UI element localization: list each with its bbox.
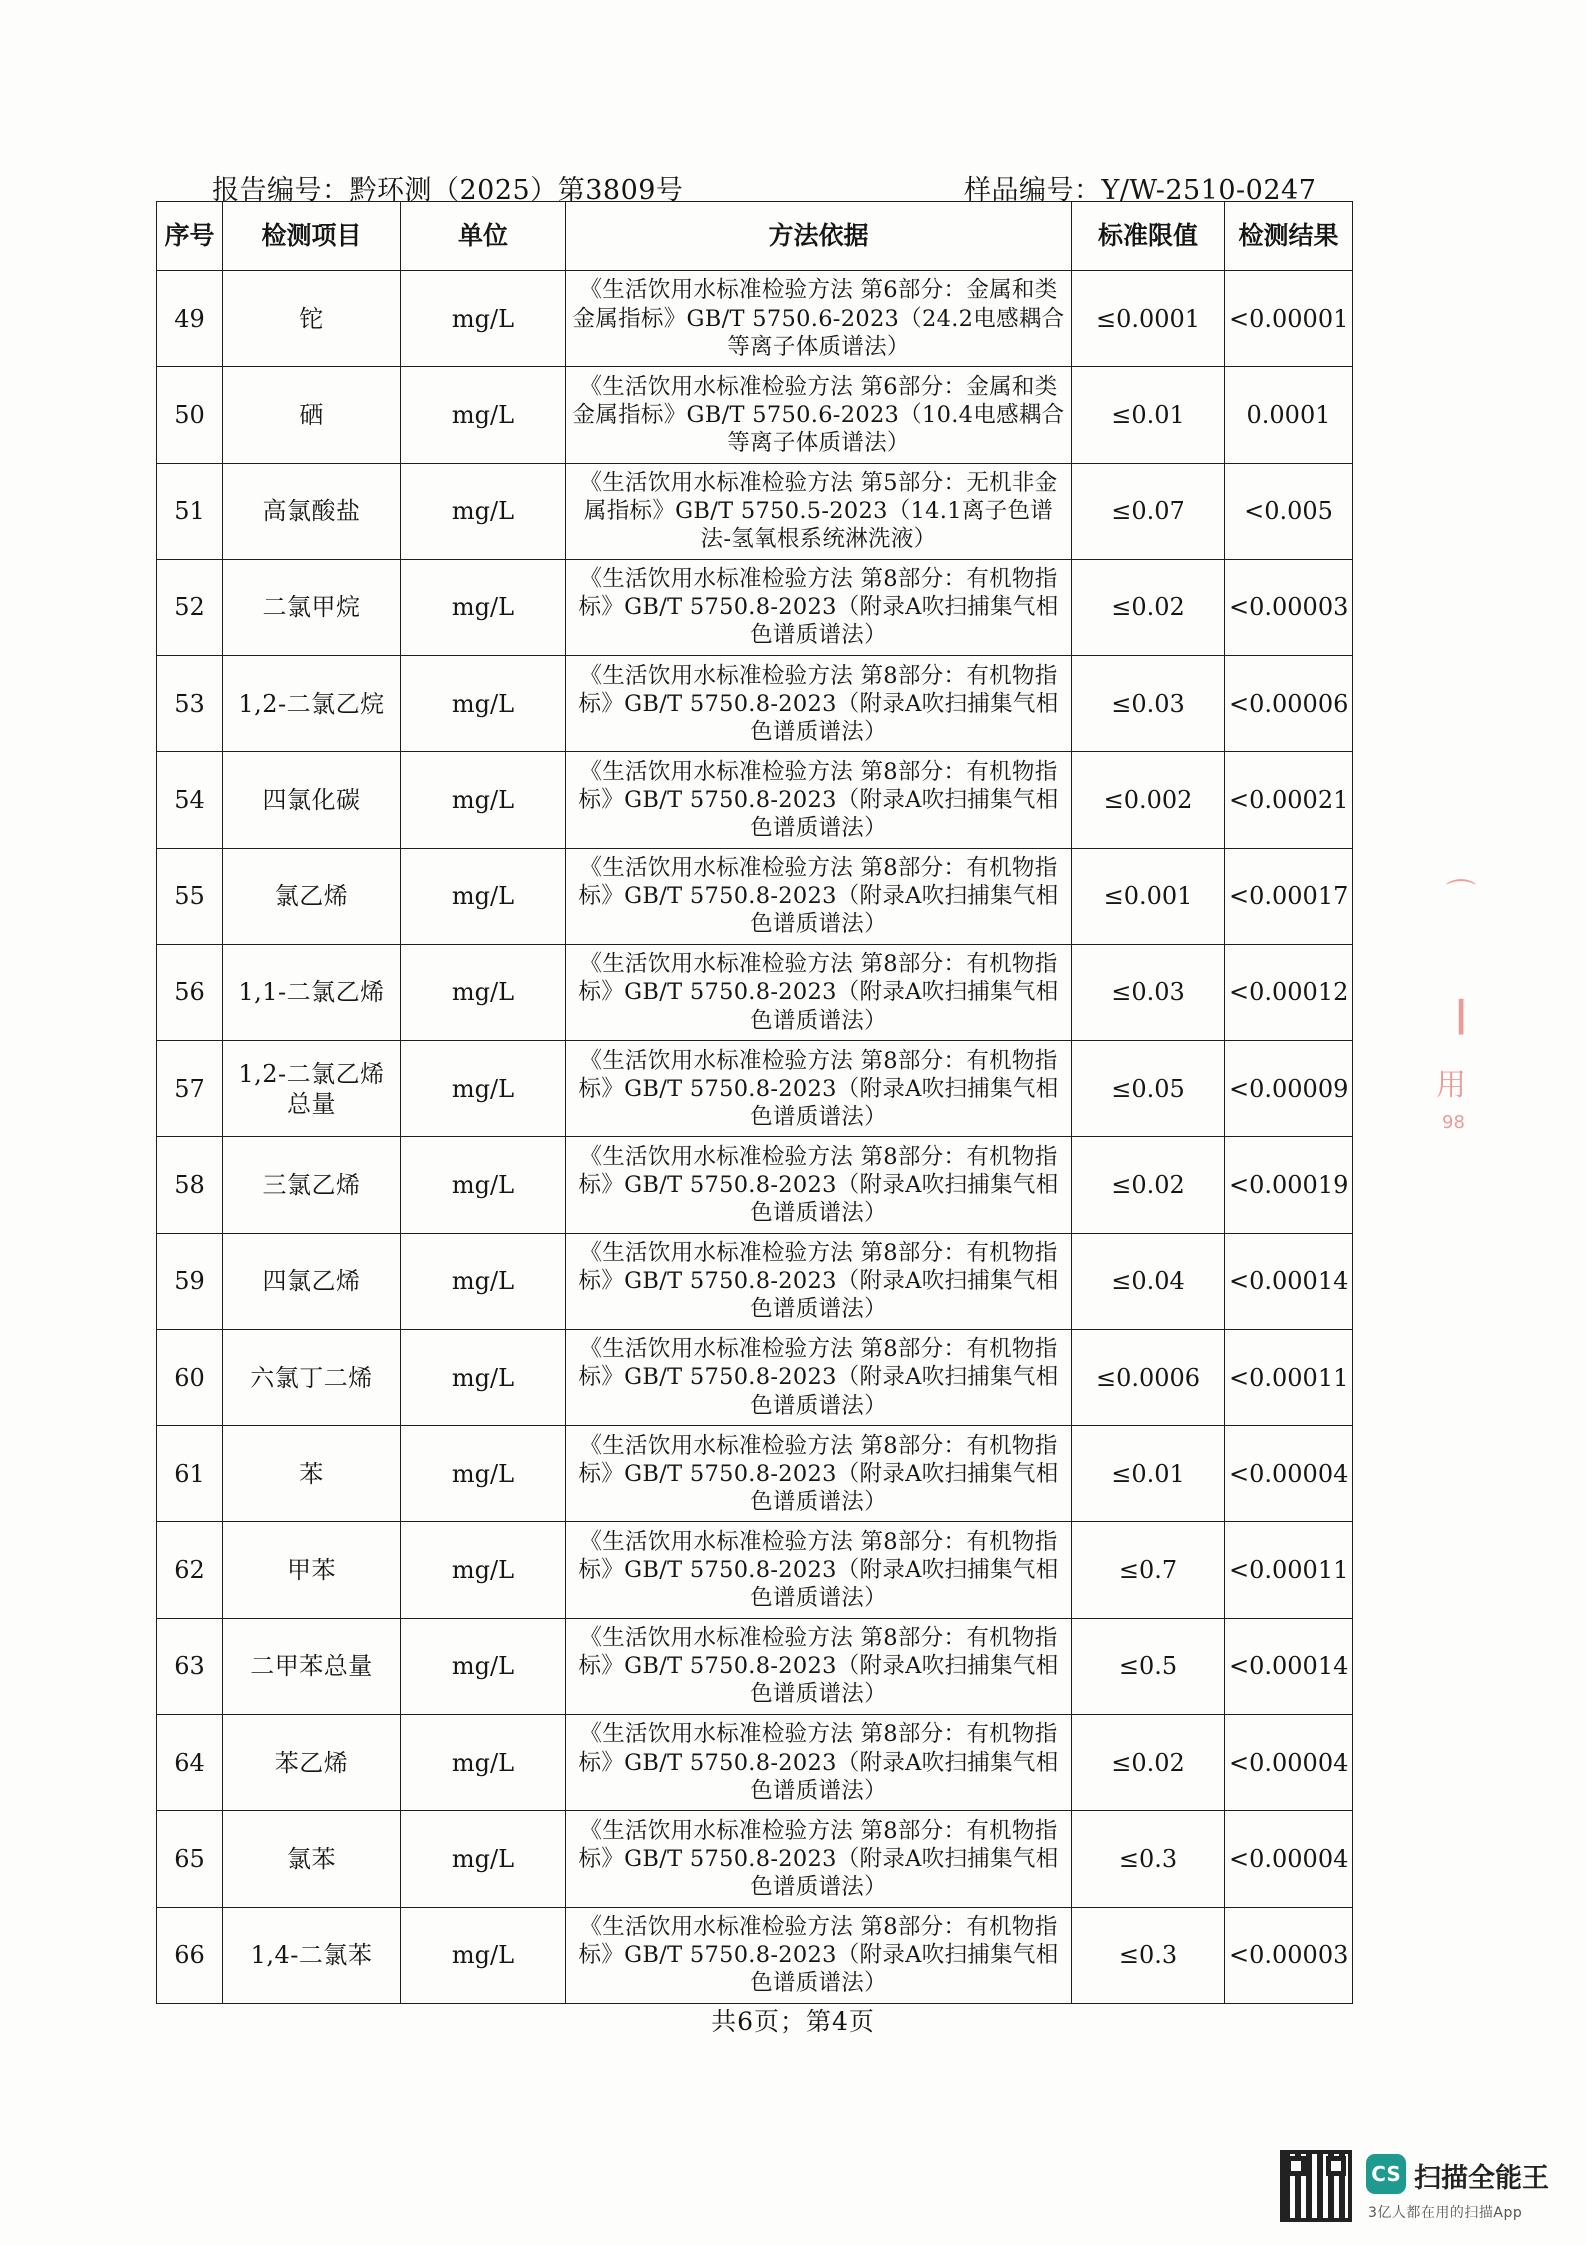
table-row — [157, 944, 1353, 1040]
sample-number: 样品编号：Y/W-2510-0247 — [964, 175, 1317, 206]
table-body — [157, 271, 1353, 2004]
cell-result: <0.00001 — [1225, 271, 1353, 367]
table-row — [157, 1522, 1353, 1618]
cell-unit: mg/L — [401, 656, 566, 752]
table-row — [157, 1618, 1353, 1714]
table-row — [157, 752, 1353, 848]
cell-result: <0.00014 — [1225, 1618, 1353, 1714]
cell-method: 《生活饮用水标准检验方法 第8部分：有机物指标》GB/T 5750.8-2023（附录A吹扫捕集气相色谱质谱法） — [566, 1329, 1072, 1425]
cell-method: 《生活饮用水标准检验方法 第6部分：金属和类金属指标》GB/T 5750.6-2023（10.4电感耦合等离子体质谱法） — [566, 367, 1072, 463]
cell-unit: mg/L — [401, 1907, 566, 2003]
cell-no: 65 — [157, 1811, 223, 1907]
cell-no: 59 — [157, 1233, 223, 1329]
cell-no: 64 — [157, 1714, 223, 1810]
cell-method: 《生活饮用水标准检验方法 第8部分：有机物指标》GB/T 5750.8-2023（附录A吹扫捕集气相色谱质谱法） — [566, 1618, 1072, 1714]
cell-no: 51 — [157, 463, 223, 559]
cell-unit: mg/L — [401, 271, 566, 367]
cell-limit: ≤0.02 — [1072, 559, 1225, 655]
cell-no: 52 — [157, 559, 223, 655]
cell-limit: ≤0.3 — [1072, 1811, 1225, 1907]
cell-method: 《生活饮用水标准检验方法 第8部分：有机物指标》GB/T 5750.8-2023（附录A吹扫捕集气相色谱质谱法） — [566, 1907, 1072, 2003]
cell-item: 二甲苯总量 — [223, 1618, 401, 1714]
cell-item: 三氯乙烯 — [223, 1137, 401, 1233]
cell-result: <0.00011 — [1225, 1329, 1353, 1425]
cell-unit: mg/L — [401, 944, 566, 1040]
cell-limit: ≤0.01 — [1072, 1426, 1225, 1522]
cell-result: <0.00011 — [1225, 1522, 1353, 1618]
cell-item: 苯乙烯 — [223, 1714, 401, 1810]
cell-limit: ≤0.05 — [1072, 1041, 1225, 1137]
cell-result: <0.00009 — [1225, 1041, 1353, 1137]
table-row — [157, 848, 1353, 944]
page-indicator: 共6页；第4页 — [711, 2007, 875, 2036]
cell-method: 《生活饮用水标准检验方法 第5部分：无机非金属指标》GB/T 5750.5-2023（14.1离子色谱法-氢氧根系统淋洗液） — [566, 463, 1072, 559]
cell-item: 1,1-二氯乙烯 — [223, 944, 401, 1040]
cell-result: <0.005 — [1225, 463, 1353, 559]
scanner-slogan: 3亿人都在用的扫描App — [1368, 2205, 1523, 2221]
cell-unit: mg/L — [401, 367, 566, 463]
cell-unit: mg/L — [401, 1811, 566, 1907]
cell-unit: mg/L — [401, 1233, 566, 1329]
cell-no: 62 — [157, 1522, 223, 1618]
table-row — [157, 367, 1353, 463]
table-row — [157, 1907, 1353, 2003]
cell-no: 61 — [157, 1426, 223, 1522]
table-row — [157, 1811, 1353, 1907]
cell-no: 55 — [157, 848, 223, 944]
col-header-result: 检测结果 — [1225, 202, 1353, 271]
cell-item: 氯乙烯 — [223, 848, 401, 944]
cell-method: 《生活饮用水标准检验方法 第8部分：有机物指标》GB/T 5750.8-2023（附录A吹扫捕集气相色谱质谱法） — [566, 1041, 1072, 1137]
cell-method: 《生活饮用水标准检验方法 第8部分：有机物指标》GB/T 5750.8-2023（附录A吹扫捕集气相色谱质谱法） — [566, 1714, 1072, 1810]
cell-item: 氯苯 — [223, 1811, 401, 1907]
cell-no: 63 — [157, 1618, 223, 1714]
col-header-unit: 单位 — [401, 202, 566, 271]
cell-no: 66 — [157, 1907, 223, 2003]
cell-limit: ≤0.7 — [1072, 1522, 1225, 1618]
cell-unit: mg/L — [401, 1426, 566, 1522]
cell-method: 《生活饮用水标准检验方法 第8部分：有机物指标》GB/T 5750.8-2023（附录A吹扫捕集气相色谱质谱法） — [566, 1811, 1072, 1907]
cell-item: 铊 — [223, 271, 401, 367]
table-row — [157, 463, 1353, 559]
cell-no: 58 — [157, 1137, 223, 1233]
cell-method: 《生活饮用水标准检验方法 第8部分：有机物指标》GB/T 5750.8-2023（附录A吹扫捕集气相色谱质谱法） — [566, 656, 1072, 752]
cell-unit: mg/L — [401, 463, 566, 559]
cell-unit: mg/L — [401, 559, 566, 655]
cell-unit: mg/L — [401, 752, 566, 848]
cell-no: 53 — [157, 656, 223, 752]
table-row — [157, 271, 1353, 367]
table-row — [157, 1329, 1353, 1425]
cell-limit: ≤0.01 — [1072, 367, 1225, 463]
table-row — [157, 656, 1353, 752]
col-header-limit: 标准限值 — [1072, 202, 1225, 271]
cell-result: <0.00004 — [1225, 1714, 1353, 1810]
results-table — [156, 201, 1353, 2004]
cell-item: 硒 — [223, 367, 401, 463]
table-row — [157, 1137, 1353, 1233]
scanner-watermark — [1280, 2150, 1580, 2230]
table-row — [157, 559, 1353, 655]
col-header-item: 检测项目 — [223, 202, 401, 271]
cell-method: 《生活饮用水标准检验方法 第6部分：金属和类金属指标》GB/T 5750.6-2023（24.2电感耦合等离子体质谱法） — [566, 271, 1072, 367]
cell-result: 0.0001 — [1225, 367, 1353, 463]
cell-limit: ≤0.02 — [1072, 1137, 1225, 1233]
cell-limit: ≤0.0006 — [1072, 1329, 1225, 1425]
cell-item: 1,2-二氯乙烷 — [223, 656, 401, 752]
cell-unit: mg/L — [401, 1329, 566, 1425]
cell-limit: ≤0.07 — [1072, 463, 1225, 559]
cell-item: 六氯丁二烯 — [223, 1329, 401, 1425]
cell-result: <0.00012 — [1225, 944, 1353, 1040]
cell-result: <0.00004 — [1225, 1811, 1353, 1907]
cell-item: 1,2-二氯乙烯总量 — [223, 1041, 401, 1137]
col-header-method: 方法依据 — [566, 202, 1072, 271]
cell-no: 49 — [157, 271, 223, 367]
cell-result: <0.00003 — [1225, 1907, 1353, 2003]
cell-result: <0.00021 — [1225, 752, 1353, 848]
cell-limit: ≤0.0001 — [1072, 271, 1225, 367]
cell-method: 《生活饮用水标准检验方法 第8部分：有机物指标》GB/T 5750.8-2023（附录A吹扫捕集气相色谱质谱法） — [566, 848, 1072, 944]
cell-method: 《生活饮用水标准检验方法 第8部分：有机物指标》GB/T 5750.8-2023（附录A吹扫捕集气相色谱质谱法） — [566, 752, 1072, 848]
table-header-row — [157, 202, 1353, 271]
cell-unit: mg/L — [401, 848, 566, 944]
col-header-no: 序号 — [157, 202, 223, 271]
cell-result: <0.00019 — [1225, 1137, 1353, 1233]
cell-limit: ≤0.04 — [1072, 1233, 1225, 1329]
table-row — [157, 1426, 1353, 1522]
cell-method: 《生活饮用水标准检验方法 第8部分：有机物指标》GB/T 5750.8-2023（附录A吹扫捕集气相色谱质谱法） — [566, 1233, 1072, 1329]
cell-unit: mg/L — [401, 1522, 566, 1618]
seal-stamp-fragment: ⌒ ┃ 用 98 — [1436, 878, 1476, 1133]
table-row — [157, 1041, 1353, 1137]
cell-unit: mg/L — [401, 1137, 566, 1233]
cell-limit: ≤0.02 — [1072, 1714, 1225, 1810]
cell-item: 高氯酸盐 — [223, 463, 401, 559]
cell-limit: ≤0.001 — [1072, 848, 1225, 944]
cell-method: 《生活饮用水标准检验方法 第8部分：有机物指标》GB/T 5750.8-2023（附录A吹扫捕集气相色谱质谱法） — [566, 1137, 1072, 1233]
scanner-app-name: 扫描全能王 — [1414, 2163, 1549, 2194]
cell-item: 四氯化碳 — [223, 752, 401, 848]
cell-result: <0.00003 — [1225, 559, 1353, 655]
cell-limit: ≤0.002 — [1072, 752, 1225, 848]
table-row — [157, 1714, 1353, 1810]
cell-limit: ≤0.3 — [1072, 1907, 1225, 2003]
cell-result: <0.00006 — [1225, 656, 1353, 752]
cell-method: 《生活饮用水标准检验方法 第8部分：有机物指标》GB/T 5750.8-2023（附录A吹扫捕集气相色谱质谱法） — [566, 1522, 1072, 1618]
table-row — [157, 1233, 1353, 1329]
camscanner-logo-icon: CS — [1366, 2154, 1406, 2194]
cell-no: 50 — [157, 367, 223, 463]
cell-method: 《生活饮用水标准检验方法 第8部分：有机物指标》GB/T 5750.8-2023（附录A吹扫捕集气相色谱质谱法） — [566, 944, 1072, 1040]
cell-item: 甲苯 — [223, 1522, 401, 1618]
cell-method: 《生活饮用水标准检验方法 第8部分：有机物指标》GB/T 5750.8-2023（附录A吹扫捕集气相色谱质谱法） — [566, 559, 1072, 655]
cell-item: 四氯乙烯 — [223, 1233, 401, 1329]
cell-item: 苯 — [223, 1426, 401, 1522]
cell-result: <0.00004 — [1225, 1426, 1353, 1522]
cell-limit: ≤0.03 — [1072, 944, 1225, 1040]
cell-unit: mg/L — [401, 1041, 566, 1137]
cell-unit: mg/L — [401, 1618, 566, 1714]
cell-item: 1,4-二氯苯 — [223, 1907, 401, 2003]
cell-method: 《生活饮用水标准检验方法 第8部分：有机物指标》GB/T 5750.8-2023（附录A吹扫捕集气相色谱质谱法） — [566, 1426, 1072, 1522]
cell-unit: mg/L — [401, 1714, 566, 1810]
cell-limit: ≤0.5 — [1072, 1618, 1225, 1714]
qr-code-icon — [1280, 2150, 1352, 2222]
cell-no: 56 — [157, 944, 223, 1040]
cell-item: 二氯甲烷 — [223, 559, 401, 655]
cell-no: 60 — [157, 1329, 223, 1425]
cell-no: 57 — [157, 1041, 223, 1137]
cell-result: <0.00017 — [1225, 848, 1353, 944]
report-number: 报告编号：黔环测（2025）第3809号 — [212, 175, 684, 206]
cell-result: <0.00014 — [1225, 1233, 1353, 1329]
cell-limit: ≤0.03 — [1072, 656, 1225, 752]
cell-no: 54 — [157, 752, 223, 848]
